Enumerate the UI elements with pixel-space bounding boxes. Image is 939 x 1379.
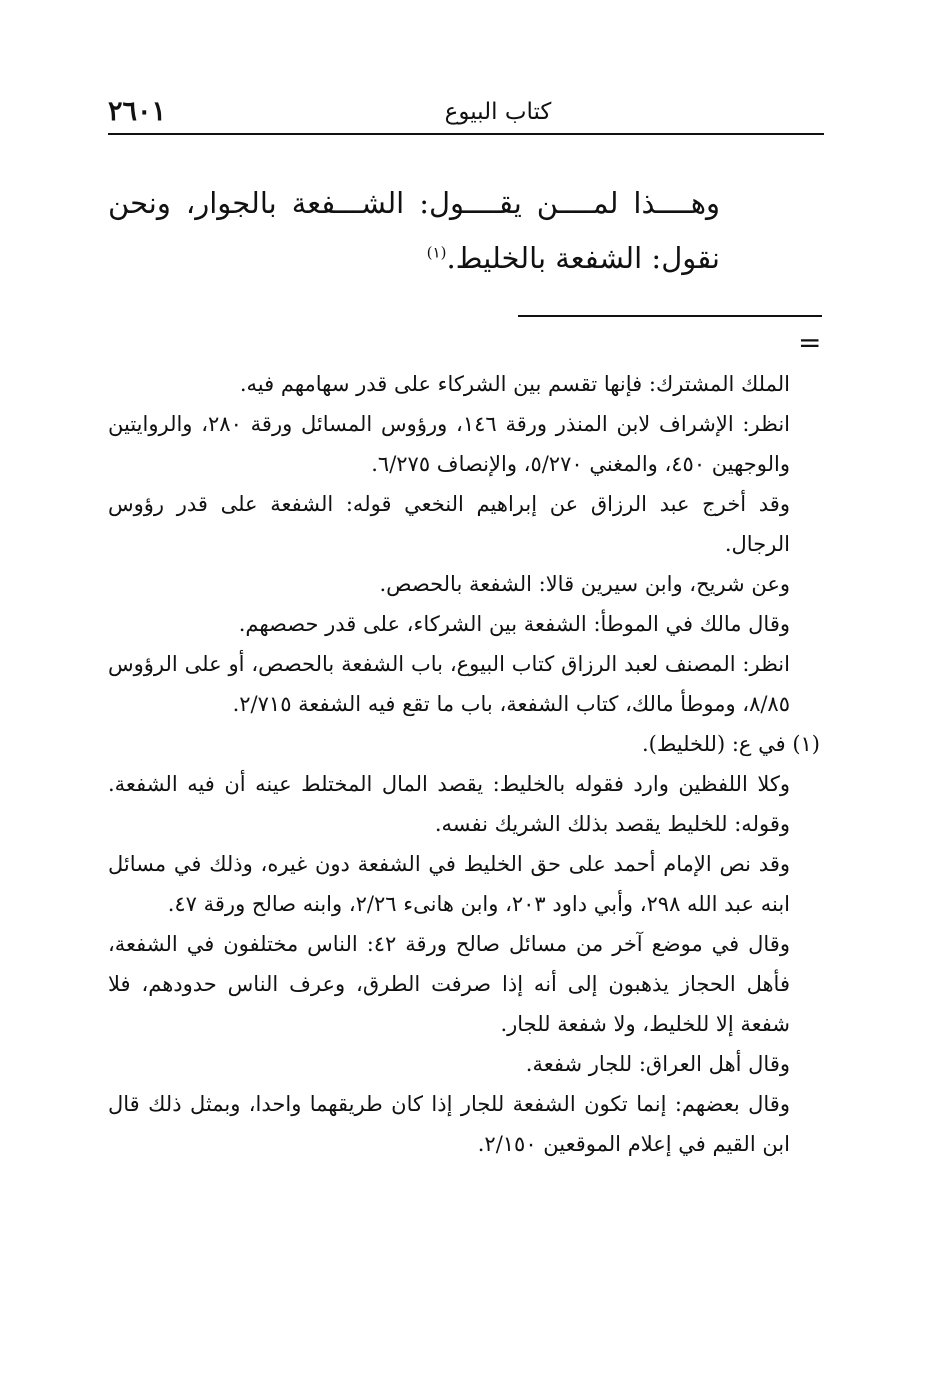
footnote-paragraph: وقد أخرج عبد الرزاق عن إبراهيم النخعي قوله: الشفعة على قدر رؤوس الرجال.: [108, 492, 790, 556]
footnote-paragraph: وقال بعضهم: إنما تكون الشفعة للجار إذا كان طريقهما واحدا، وبمثل ذلك قال ابن القيم في إعلام الموقعين ٢/١٥٠.: [108, 1092, 790, 1156]
main-paragraph: وهــــذا لمــــن يقــــول: الشـــفعة بالجوار، ونحن نقول: الشفعة بالخليط.: [108, 186, 720, 275]
main-text: [108, 176, 720, 286]
page-header: [108, 92, 824, 132]
footnote-paragraph: انظر: المصنف لعبد الرزاق كتاب البيوع، باب الشفعة بالحصص، أو على الرؤوس ٨/٨٥، وموطأ مالك، كتاب الشفعة، باب ما تقع فيه الشفعة ٢/٧١٥.: [108, 652, 790, 716]
page-number: ٢٦٠١: [108, 96, 167, 127]
footnote-1: (١) في ع: (للخليط).: [641, 732, 820, 756]
footnote-paragraph: وقال في موضع آخر من مسائل صالح ورقة ٤٢: الناس مختلفون في الشفعة، فأهل الحجاز يذهبون إلى أنه إذا صرفت الطرق، وعرف الناس حدودهم، فلا شفعة إلا للخليط، ولا شفعة للجار.: [108, 932, 790, 1036]
footnote-paragraph: وعن شريح، وابن سيرين قالا: الشفعة بالحصص.: [379, 572, 790, 596]
footnote-paragraph: وقال أهل العراق: للجار شفعة.: [525, 1052, 790, 1076]
footnotes-section: [108, 364, 820, 1164]
footnote-paragraph: انظر: الإشراف لابن المنذر ورقة ١٤٦، ورؤوس المسائل ورقة ٢٨٠، والروايتين والوجهين ٤٥٠، والمغني ٥/٢٧٠، والإنصاف ٦/٢٧٥.: [108, 412, 790, 476]
footnote-reference: (١): [426, 243, 447, 262]
footnote-paragraph: وقد نص الإمام أحمد على حق الخليط في الشفعة دون غيره، وذلك في مسائل ابنه عبد الله ٢٩٨، وأبي داود ٢٠٣، وابن هانىء ٢/٢٦، وابنه صالح ورقة ٤٧.: [108, 852, 790, 916]
footnote-paragraph: الملك المشترك: فإنها تقسم بين الشركاء على قدر سهامهم فيه.: [239, 372, 790, 396]
footnote-paragraph: وكلا اللفظين وارد فقوله بالخليط: يقصد المال المختلط عينه أن فيه الشفعة. وقوله: للخليط يقصد بذلك الشريك نفسه.: [108, 772, 790, 836]
footnote-continuation-mark: =: [798, 326, 822, 359]
running-title: كتاب البيوع: [444, 99, 552, 125]
header-rule: [108, 133, 824, 135]
footnote-paragraph: وقال مالك في الموطأ: الشفعة بين الشركاء، على قدر حصصهم.: [238, 612, 790, 636]
footnote-separator: [518, 315, 822, 317]
